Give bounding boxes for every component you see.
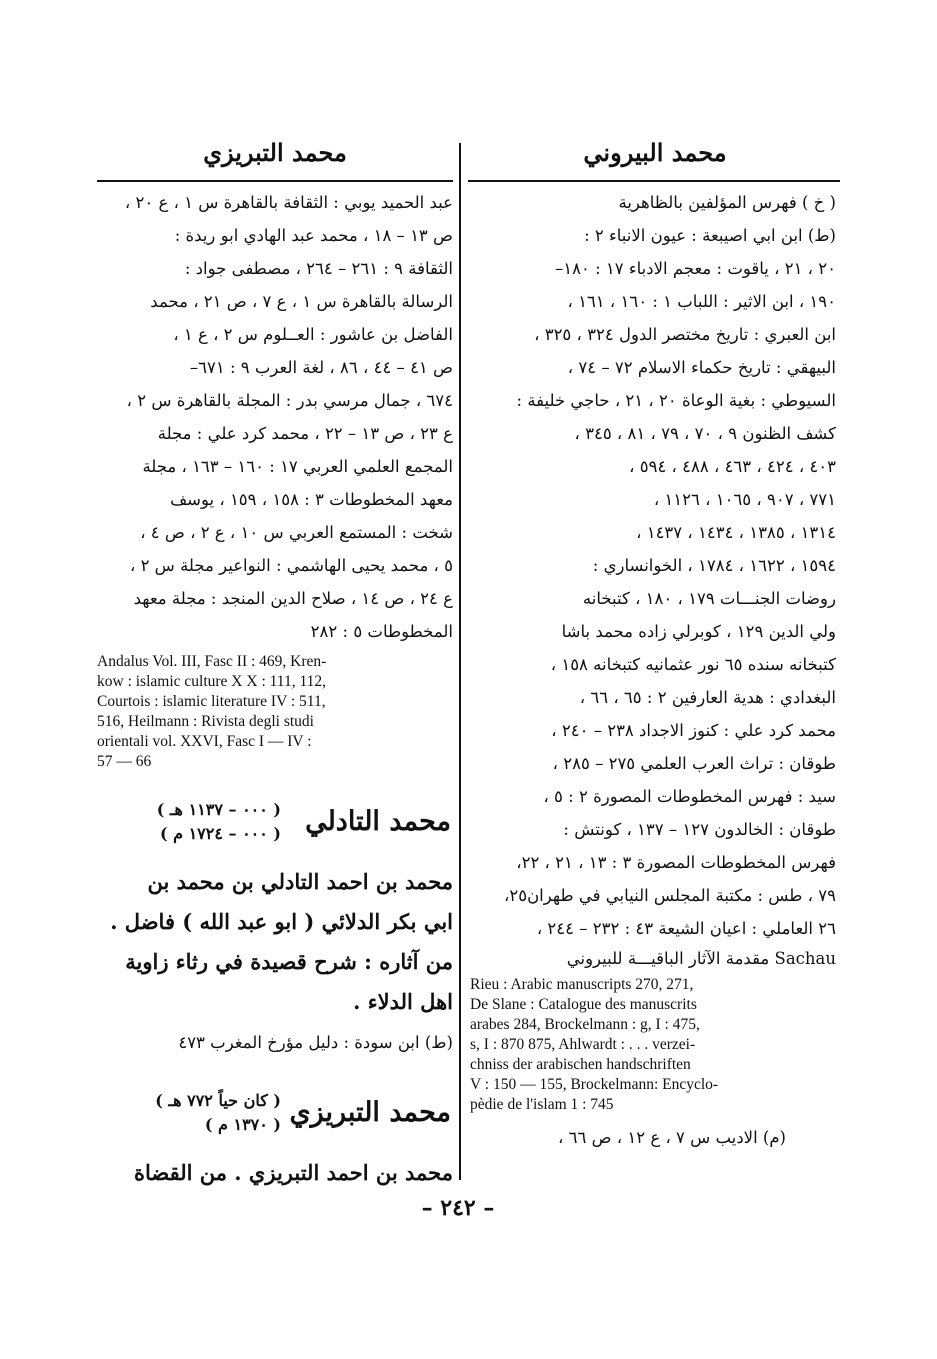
- column-divider: [459, 143, 461, 1180]
- entry-name: محمد التبريزي: [289, 1097, 451, 1128]
- entry-date-gregorian: ( ٠٠٠ – ١٧٢٤ م ): [159, 824, 281, 843]
- text-line: ٥ ، محمد يحيى الهاشمي : النواعير مجلة س ٢ ،: [129, 556, 453, 575]
- left-column-references: [97, 186, 453, 648]
- text-line: (ط) ابن ابي اصيبعة : عيون الانباء ٢ :: [584, 226, 836, 245]
- entry-heading: [97, 1087, 453, 1153]
- text-line: ع ٢٣ ، ص ١٣ – ٢٢ ، محمد كرد علي : مجلة: [157, 424, 453, 443]
- latin-line: orientali vol. XXVI, Fasc I — IV :: [97, 733, 312, 750]
- entry-date-hijri: ( ٠٠٠ – ١١٣٧ هـ ): [156, 800, 281, 819]
- text-line: اهل الدلاء .: [353, 989, 453, 1014]
- text-line: الثقافة ٩ : ٢٦١ – ٢٦٤ ، مصطفى جواد :: [184, 259, 453, 278]
- latin-line: s, I : 870 875, Ahlwardt : . . . verzei-: [470, 1036, 696, 1053]
- entry-body: [97, 1153, 453, 1193]
- page-number: – ٢٤٢ –: [421, 1195, 495, 1221]
- text-line: ٧٧١ ، ٩٠٧ ، ١٠٦٥ ، ١١٢٦ ،: [653, 490, 836, 509]
- text-line: Sachau مقدمة الآثار الباقيـــة للبيروني: [566, 949, 836, 968]
- text-line: ١٣١٤ ، ١٣٨٥ ، ١٤٣٤ ، ١٤٣٧ ،: [636, 523, 836, 542]
- latin-line: chniss der arabischen handschriften: [470, 1056, 691, 1073]
- text-line: شخت : المستمع العربي س ١٠ ، ع ٢ ، ص ٤ ،: [140, 523, 453, 542]
- text-line: محمد بن احمد التبريزي . من القضاة: [133, 1160, 453, 1185]
- text-line: ابي بكر الدلائي ( ابو عبد الله ) فاضل .: [110, 909, 453, 934]
- text-line: عبد الحميد يوبي : الثقافة بالقاهرة س ١ ، ع ٢٠ ،: [124, 193, 453, 212]
- text-line: البغدادي : هدية العارفين ٢ : ٦٥ ، ٦٦ ،: [579, 688, 836, 707]
- text-line: ولي الدين ١٢٩ ، كوبرلي زاده محمد باشا: [561, 622, 836, 641]
- text-line: محمد بن احمد التادلي بن محمد بن: [147, 869, 453, 894]
- text-line: ع ٢٤ ، ص ١٤ ، صلاح الدين المنجد : مجلة معهد: [133, 589, 453, 608]
- text-line: ( خ ) فهرس المؤلفين بالظاهرية: [618, 193, 836, 212]
- text-line: البيهقي : تاريخ حكماء الاسلام ٧٢ – ٧٤ ،: [567, 358, 836, 377]
- header-rule-left: [97, 180, 453, 182]
- text-line: كتبخانه سنده ٦٥ نور عثمانيه كتبخانه ١٥٨ ،: [550, 655, 836, 674]
- text-line: ص ٤١ – ٤٤ ، ٨٦ ، لغة العرب ٩ : ٦٧١–: [189, 358, 453, 377]
- latin-line: arabes 284, Brockelmann : g, I : 475,: [470, 1016, 700, 1033]
- latin-line: Rieu : Arabic manuscripts 270, 271,: [470, 976, 694, 993]
- running-head-left: محمد التبريزي: [203, 138, 347, 167]
- text-line: ابن العبري : تاريخ مختصر الدول ٣٢٤ ، ٣٢٥ ،: [534, 325, 836, 344]
- header-rule-right: [468, 180, 840, 182]
- text-line: المجمع العلمي العربي ١٧ : ١٦٠ – ١٦٣ ، مجلة: [142, 457, 453, 476]
- text-line: ٦٧٤ ، جمال مرسي بدر : المجلة بالقاهرة س ٢ ،: [126, 391, 453, 410]
- latin-line: pèdie de l'islam 1 : 745: [470, 1096, 614, 1113]
- latin-line: Andalus Vol. III, Fasc II : 469, Kren-: [97, 653, 327, 670]
- right-column-final-line: [470, 1121, 836, 1154]
- entry-dates: [101, 1089, 281, 1137]
- text-line: ص ١٣ – ١٨ ، محمد عبد الهادي ابو ريدة :: [174, 226, 453, 245]
- text-line: (ط) ابن سودة : دليل مؤرخ المغرب ٤٧٣: [178, 1033, 453, 1052]
- text-line: من آثاره : شرح قصيدة في رثاء زاوية: [125, 949, 453, 974]
- entry-date-hijri: ( كان حياً ٧٧٢ هـ ): [155, 1091, 281, 1110]
- text-line: (م) الاديب س ٧ ، ع ١٢ ، ص ٦٦ ،: [558, 1128, 786, 1147]
- text-line: محمد كرد علي : كنوز الاجداد ٢٣٨ – ٢٤٠ ،: [551, 721, 836, 740]
- entry-dates: [101, 798, 281, 846]
- latin-line: kow : islamic culture X X : 111, 112,: [97, 673, 327, 690]
- text-line: طوقان : تراث العرب العلمي ٢٧٥ – ٢٨٥ ،: [552, 754, 836, 773]
- text-line: معهد المخطوطات ٣ : ١٥٨ ، ١٥٩ ، يوسف: [170, 490, 453, 509]
- text-line: ٢٠ ، ٢١ ، ياقوت : معجم الادباء ١٧ : ١٨٠–: [554, 259, 836, 278]
- right-column-latin-references: [470, 975, 836, 1115]
- text-line: روضات الجنـــات ١٧٩ ، ١٨٠ ، كتبخانه: [582, 589, 836, 608]
- latin-line: 516, Heilmann : Rivista degli studi: [97, 713, 314, 730]
- text-line: الفاضل بن عاشور : العــلوم س ٢ ، ع ١ ،: [173, 325, 453, 344]
- left-column-latin-references: [97, 652, 453, 772]
- text-line: سيد : فهرس المخطوطات المصورة ٢ : ٥ ،: [543, 787, 836, 806]
- latin-line: Courtois : islamic literature IV : 511,: [97, 693, 326, 710]
- entry-body: [97, 862, 453, 1022]
- text-line: السيوطي : بغية الوعاة ٢٠ ، ٢١ ، حاجي خليفة :: [516, 391, 836, 410]
- entry-source-note: [97, 1026, 453, 1059]
- latin-line: De Slane : Catalogue des manuscrits: [470, 996, 697, 1013]
- text-line: ١٩٠ ، ابن الاثير : اللباب ١ : ١٦٠ ، ١٦١ ،: [567, 292, 836, 311]
- entry-date-gregorian: ( ١٣٧٠ م ): [204, 1115, 281, 1134]
- entry-heading: [97, 796, 453, 862]
- text-line: ٢٦ العاملي : اعيان الشيعة ٤٣ : ٢٣٢ – ٢٤٤ ،: [536, 919, 836, 938]
- text-line: ٤٠٣ ، ٤٢٤ ، ٤٦٣ ، ٤٨٨ ، ٥٩٤ ،: [629, 457, 836, 476]
- text-line: فهرس المخطوطات المصورة ٣ : ١٣ ، ٢١ ، ٢٢،: [516, 853, 836, 872]
- right-column-references: [470, 186, 836, 973]
- latin-line: 57 — 66: [97, 753, 152, 770]
- text-line: المخطوطات ٥ : ٢٨٢: [310, 622, 453, 641]
- running-head-right: محمد البيروني: [583, 138, 727, 167]
- left-column: [97, 186, 453, 1193]
- text-line: ١٥٩٤ ، ١٦٢٢ ، ١٧٨٤ ، الخوانساري :: [592, 556, 836, 575]
- right-column: [470, 186, 836, 1154]
- latin-line: V : 150 — 155, Brockelmann: Encyclo-: [470, 1076, 719, 1093]
- entry-name: محمد التادلي: [305, 806, 451, 837]
- text-line: كشف الظنون ٩ ، ٧٠ ، ٧٩ ، ٨١ ، ٣٤٥ ،: [574, 424, 836, 443]
- text-line: ٧٩ ، طس : مكتبة المجلس النيابي في طهران٢٥،: [504, 886, 836, 905]
- text-line: الرسالة بالقاهرة س ١ ، ع ٧ ، ص ٢١ ، محمد: [150, 292, 453, 311]
- text-line: طوقان : الخالدون ١٢٧ – ١٣٧ ، كونتش :: [563, 820, 836, 839]
